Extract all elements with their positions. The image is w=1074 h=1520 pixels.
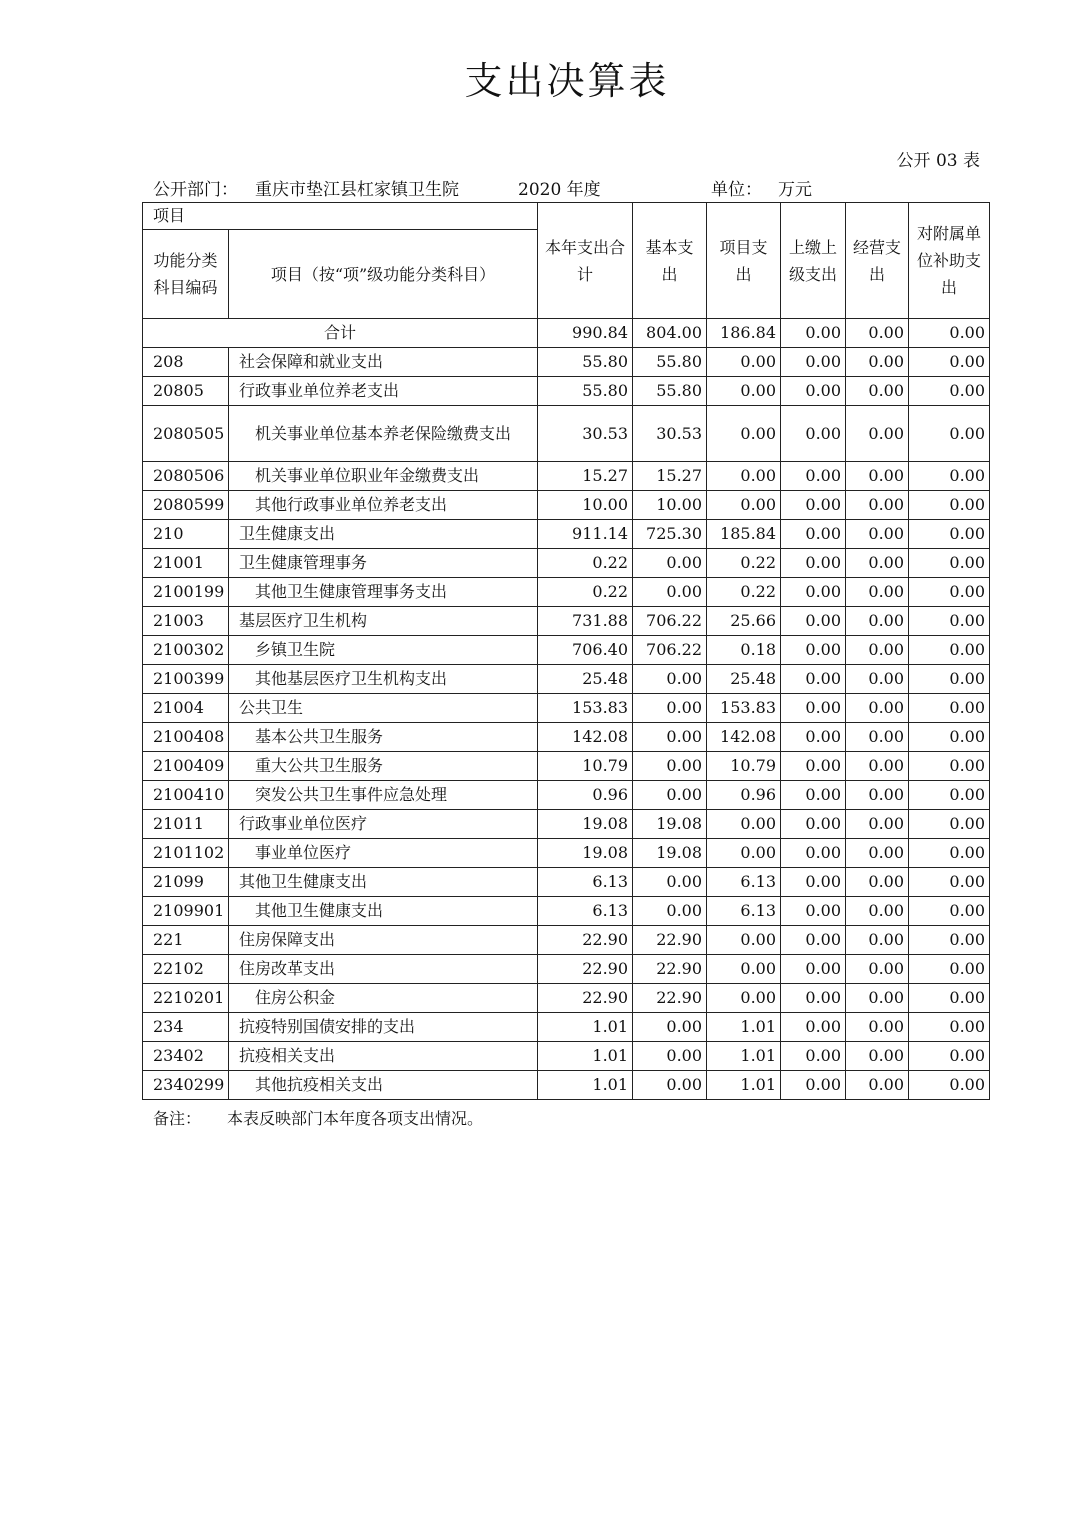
row-name: 基本公共卫生服务 <box>229 723 538 752</box>
row-value: 0.00 <box>707 839 781 868</box>
row-value: 19.08 <box>538 839 633 868</box>
table-row <box>143 607 990 636</box>
table-row <box>143 897 990 926</box>
row-value: 0.00 <box>781 665 846 694</box>
row-value: 55.80 <box>633 377 707 406</box>
table-row <box>143 752 990 781</box>
row-value: 0.00 <box>707 810 781 839</box>
header-project: 项目 <box>143 203 538 230</box>
row-value: 19.08 <box>633 839 707 868</box>
row-code: 20805 <box>143 377 229 406</box>
row-value: 0.00 <box>909 578 990 607</box>
row-value: 6.13 <box>707 868 781 897</box>
row-value: 0.00 <box>846 868 909 897</box>
row-code: 21001 <box>143 549 229 578</box>
row-value: 0.00 <box>781 984 846 1013</box>
row-value: 0.00 <box>909 868 990 897</box>
row-value: 0.00 <box>909 1013 990 1042</box>
row-name: 行政事业单位医疗 <box>229 810 538 839</box>
row-value: 0.00 <box>781 406 846 462</box>
table-row <box>143 462 990 491</box>
row-value: 0.00 <box>909 1042 990 1071</box>
row-name: 突发公共卫生事件应急处理 <box>229 781 538 810</box>
row-value: 22.90 <box>538 984 633 1013</box>
row-name: 公共卫生 <box>229 694 538 723</box>
row-value: 0.00 <box>781 955 846 984</box>
row-value: 25.66 <box>707 607 781 636</box>
row-code: 2100199 <box>143 578 229 607</box>
row-value: 0.00 <box>909 752 990 781</box>
header-name: 项目（按“项”级功能分类科目） <box>229 230 538 319</box>
row-value: 153.83 <box>707 694 781 723</box>
row-value: 0.00 <box>909 406 990 462</box>
total-value: 804.00 <box>633 319 707 348</box>
row-value: 0.00 <box>633 1042 707 1071</box>
row-value: 0.00 <box>781 810 846 839</box>
row-value: 0.00 <box>781 694 846 723</box>
row-value: 0.00 <box>909 348 990 377</box>
row-value: 0.00 <box>846 1013 909 1042</box>
row-value: 6.13 <box>538 868 633 897</box>
row-value: 0.00 <box>781 1042 846 1071</box>
row-value: 0.00 <box>909 955 990 984</box>
row-value: 0.22 <box>707 549 781 578</box>
row-code: 2210201 <box>143 984 229 1013</box>
table-row <box>143 578 990 607</box>
row-value: 55.80 <box>538 377 633 406</box>
row-value: 10.00 <box>633 491 707 520</box>
department-value: 重庆市垫江县杠家镇卫生院 <box>255 180 459 200</box>
row-value: 0.00 <box>846 462 909 491</box>
row-code: 21011 <box>143 810 229 839</box>
row-code: 221 <box>143 926 229 955</box>
table-row <box>143 636 990 665</box>
row-code: 2080506 <box>143 462 229 491</box>
table-number: 公开 03 表 <box>896 151 980 171</box>
row-value: 0.00 <box>781 723 846 752</box>
table-row <box>143 839 990 868</box>
row-value: 0.00 <box>846 810 909 839</box>
row-name: 基层医疗卫生机构 <box>229 607 538 636</box>
footnote <box>153 1106 483 1129</box>
row-code: 234 <box>143 1013 229 1042</box>
header-project-expense: 项目支出 <box>707 203 781 319</box>
row-value: 0.00 <box>909 636 990 665</box>
row-name: 机关事业单位基本养老保险缴费支出 <box>229 406 538 462</box>
row-name: 抗疫相关支出 <box>229 1042 538 1071</box>
header-basic: 基本支出 <box>633 203 707 319</box>
row-value: 0.00 <box>846 752 909 781</box>
table-row <box>143 665 990 694</box>
footnote-text: 本表反映部门本年度各项支出情况。 <box>227 1109 484 1128</box>
table-row <box>143 491 990 520</box>
row-code: 21004 <box>143 694 229 723</box>
table-row <box>143 781 990 810</box>
row-value: 0.00 <box>909 839 990 868</box>
row-value: 0.00 <box>707 955 781 984</box>
row-value: 0.00 <box>633 665 707 694</box>
row-value: 1.01 <box>538 1013 633 1042</box>
row-code: 21099 <box>143 868 229 897</box>
row-value: 0.00 <box>781 520 846 549</box>
row-value: 55.80 <box>538 348 633 377</box>
row-value: 0.00 <box>846 491 909 520</box>
row-value: 0.96 <box>707 781 781 810</box>
row-value: 0.00 <box>781 839 846 868</box>
row-value: 0.00 <box>846 520 909 549</box>
row-code: 2100410 <box>143 781 229 810</box>
row-value: 10.79 <box>707 752 781 781</box>
row-value: 0.00 <box>909 694 990 723</box>
row-value: 19.08 <box>633 810 707 839</box>
row-value: 0.00 <box>846 1071 909 1100</box>
row-value: 0.00 <box>781 1071 846 1100</box>
total-value: 0.00 <box>846 319 909 348</box>
row-code: 2340299 <box>143 1071 229 1100</box>
row-value: 15.27 <box>538 462 633 491</box>
row-value: 55.80 <box>633 348 707 377</box>
row-value: 0.00 <box>909 549 990 578</box>
expenditure-table <box>142 202 990 1100</box>
table-row <box>143 810 990 839</box>
row-value: 0.00 <box>633 694 707 723</box>
row-code: 2100399 <box>143 665 229 694</box>
row-value: 0.00 <box>781 377 846 406</box>
row-value: 0.00 <box>707 984 781 1013</box>
row-name: 重大公共卫生服务 <box>229 752 538 781</box>
header-total: 本年支出合计 <box>538 203 633 319</box>
row-value: 1.01 <box>707 1013 781 1042</box>
row-value: 0.00 <box>909 1071 990 1100</box>
row-value: 0.00 <box>781 491 846 520</box>
row-value: 0.00 <box>909 723 990 752</box>
row-value: 185.84 <box>707 520 781 549</box>
row-value: 25.48 <box>707 665 781 694</box>
row-value: 0.00 <box>633 897 707 926</box>
row-value: 1.01 <box>538 1071 633 1100</box>
table-row <box>143 520 990 549</box>
row-value: 22.90 <box>633 955 707 984</box>
row-value: 1.01 <box>707 1042 781 1071</box>
total-value: 0.00 <box>781 319 846 348</box>
row-value: 0.18 <box>707 636 781 665</box>
row-code: 210 <box>143 520 229 549</box>
row-name: 其他卫生健康支出 <box>229 868 538 897</box>
row-code: 2101102 <box>143 839 229 868</box>
row-value: 0.00 <box>781 549 846 578</box>
row-value: 22.90 <box>538 955 633 984</box>
row-value: 30.53 <box>538 406 633 462</box>
row-value: 0.00 <box>633 578 707 607</box>
row-value: 0.00 <box>633 723 707 752</box>
row-value: 6.13 <box>538 897 633 926</box>
row-value: 0.00 <box>707 926 781 955</box>
fiscal-year: 2020 年度 <box>518 180 601 200</box>
header-upper: 上缴上级支出 <box>781 203 846 319</box>
row-code: 21003 <box>143 607 229 636</box>
row-name: 卫生健康管理事务 <box>229 549 538 578</box>
row-value: 0.00 <box>909 491 990 520</box>
row-value: 0.00 <box>846 897 909 926</box>
row-value: 725.30 <box>633 520 707 549</box>
row-value: 0.00 <box>846 665 909 694</box>
header-subsidy: 对附属单位补助支出 <box>909 203 990 319</box>
row-value: 0.00 <box>846 348 909 377</box>
row-value: 706.22 <box>633 607 707 636</box>
row-value: 0.00 <box>781 636 846 665</box>
row-value: 0.00 <box>909 607 990 636</box>
table-row <box>143 723 990 752</box>
row-name: 住房保障支出 <box>229 926 538 955</box>
row-value: 0.00 <box>846 636 909 665</box>
row-value: 706.40 <box>538 636 633 665</box>
table-row <box>143 1071 990 1100</box>
row-name: 卫生健康支出 <box>229 520 538 549</box>
row-value: 0.00 <box>781 1013 846 1042</box>
row-value: 0.00 <box>781 752 846 781</box>
row-value: 153.83 <box>538 694 633 723</box>
row-value: 0.00 <box>633 781 707 810</box>
row-value: 1.01 <box>707 1071 781 1100</box>
row-code: 2080599 <box>143 491 229 520</box>
table-row <box>143 406 990 462</box>
row-value: 0.00 <box>846 926 909 955</box>
row-value: 0.00 <box>633 752 707 781</box>
row-value: 0.00 <box>633 1071 707 1100</box>
row-value: 0.00 <box>846 694 909 723</box>
row-value: 10.00 <box>538 491 633 520</box>
row-value: 142.08 <box>707 723 781 752</box>
row-value: 0.00 <box>909 520 990 549</box>
row-code: 2100302 <box>143 636 229 665</box>
row-value: 1.01 <box>538 1042 633 1071</box>
table-row <box>143 1042 990 1071</box>
row-name: 事业单位医疗 <box>229 839 538 868</box>
row-value: 0.00 <box>633 549 707 578</box>
table-row <box>143 926 990 955</box>
total-value: 186.84 <box>707 319 781 348</box>
table-row <box>143 984 990 1013</box>
header-business: 经营支出 <box>846 203 909 319</box>
row-value: 30.53 <box>633 406 707 462</box>
row-value: 0.00 <box>909 926 990 955</box>
row-value: 0.00 <box>909 897 990 926</box>
table-row <box>143 377 990 406</box>
row-value: 6.13 <box>707 897 781 926</box>
table-row <box>143 348 990 377</box>
row-value: 0.00 <box>846 955 909 984</box>
row-value: 0.00 <box>846 406 909 462</box>
row-value: 19.08 <box>538 810 633 839</box>
page-title: 支出决算表 <box>464 59 670 103</box>
row-value: 0.00 <box>633 1013 707 1042</box>
row-name: 其他卫生健康管理事务支出 <box>229 578 538 607</box>
row-name: 其他卫生健康支出 <box>229 897 538 926</box>
row-name: 其他行政事业单位养老支出 <box>229 491 538 520</box>
table-row <box>143 1013 990 1042</box>
row-value: 0.00 <box>846 781 909 810</box>
table-row <box>143 549 990 578</box>
row-value: 0.00 <box>707 491 781 520</box>
row-value: 0.22 <box>707 578 781 607</box>
row-name: 住房公积金 <box>229 984 538 1013</box>
row-value: 0.00 <box>846 723 909 752</box>
row-value: 0.00 <box>846 1042 909 1071</box>
row-value: 0.00 <box>909 781 990 810</box>
row-value: 0.00 <box>707 462 781 491</box>
total-label: 合计 <box>143 319 538 348</box>
row-value: 25.48 <box>538 665 633 694</box>
row-name: 机关事业单位职业年金缴费支出 <box>229 462 538 491</box>
row-value: 22.90 <box>538 926 633 955</box>
row-value: 0.00 <box>781 348 846 377</box>
row-value: 0.00 <box>909 810 990 839</box>
row-value: 0.00 <box>781 462 846 491</box>
row-value: 0.00 <box>846 839 909 868</box>
row-code: 23402 <box>143 1042 229 1071</box>
row-value: 0.22 <box>538 578 633 607</box>
row-value: 0.00 <box>909 462 990 491</box>
row-code: 2100409 <box>143 752 229 781</box>
row-name: 乡镇卫生院 <box>229 636 538 665</box>
row-name: 住房改革支出 <box>229 955 538 984</box>
unit-value: 万元 <box>778 180 812 200</box>
row-value: 15.27 <box>633 462 707 491</box>
row-value: 731.88 <box>538 607 633 636</box>
row-value: 0.00 <box>909 984 990 1013</box>
row-code: 22102 <box>143 955 229 984</box>
row-value: 0.22 <box>538 549 633 578</box>
unit-label: 单位： <box>711 180 762 200</box>
row-value: 0.00 <box>781 897 846 926</box>
row-value: 0.00 <box>781 926 846 955</box>
footnote-label: 备注： <box>153 1109 202 1128</box>
row-name: 其他抗疫相关支出 <box>229 1071 538 1100</box>
row-value: 0.00 <box>781 781 846 810</box>
row-value: 0.00 <box>707 348 781 377</box>
row-value: 0.00 <box>781 607 846 636</box>
row-value: 911.14 <box>538 520 633 549</box>
row-name: 抗疫特别国债安排的支出 <box>229 1013 538 1042</box>
header-code: 功能分类科目编码 <box>143 230 229 319</box>
row-name: 行政事业单位养老支出 <box>229 377 538 406</box>
row-value: 0.00 <box>846 578 909 607</box>
row-value: 142.08 <box>538 723 633 752</box>
row-code: 2080505 <box>143 406 229 462</box>
row-value: 0.00 <box>781 578 846 607</box>
row-value: 0.00 <box>846 984 909 1013</box>
row-value: 0.00 <box>846 549 909 578</box>
table-row <box>143 694 990 723</box>
row-name: 其他基层医疗卫生机构支出 <box>229 665 538 694</box>
row-name: 社会保障和就业支出 <box>229 348 538 377</box>
row-value: 0.00 <box>909 665 990 694</box>
row-code: 2109901 <box>143 897 229 926</box>
row-value: 22.90 <box>633 926 707 955</box>
row-value: 22.90 <box>633 984 707 1013</box>
row-code: 2100408 <box>143 723 229 752</box>
row-value: 10.79 <box>538 752 633 781</box>
row-code: 208 <box>143 348 229 377</box>
department-label: 公开部门： <box>153 180 238 200</box>
table-row <box>143 868 990 897</box>
table-row <box>143 955 990 984</box>
row-value: 706.22 <box>633 636 707 665</box>
row-value: 0.00 <box>909 377 990 406</box>
row-value: 0.00 <box>707 406 781 462</box>
row-value: 0.00 <box>846 607 909 636</box>
row-value: 0.00 <box>707 377 781 406</box>
row-value: 0.00 <box>846 377 909 406</box>
row-value: 0.00 <box>633 868 707 897</box>
row-value: 0.96 <box>538 781 633 810</box>
total-row <box>143 319 990 348</box>
row-value: 0.00 <box>781 868 846 897</box>
total-value: 0.00 <box>909 319 990 348</box>
total-value: 990.84 <box>538 319 633 348</box>
